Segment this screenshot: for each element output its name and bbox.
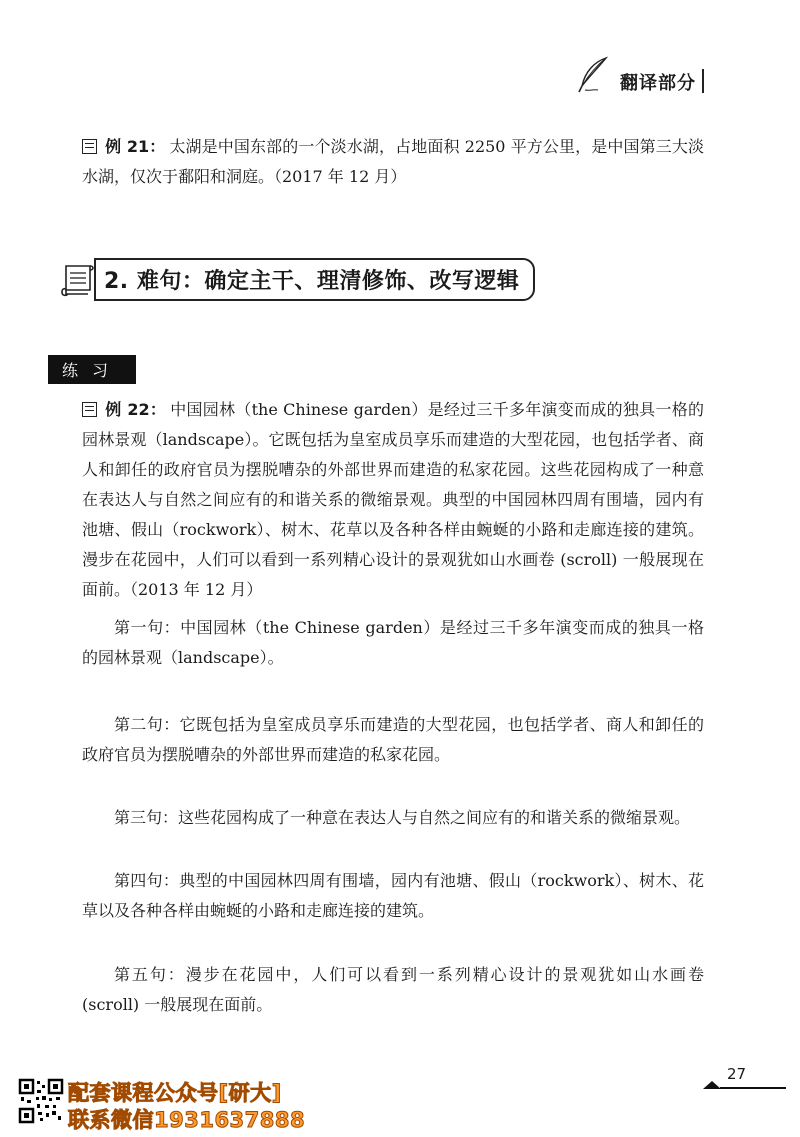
example-icon — [82, 402, 97, 417]
sentence-5: 第五句：漫步在花园中，人们可以看到一系列精心设计的景观犹如山水画卷 (scroll) 一般展现在面前。 — [82, 965, 704, 1014]
watermark-line-1: 配套课程公众号[研大] — [68, 1081, 282, 1105]
sentence-2: 第二句：它既包括为皇室成员享乐而建造的大型花园，也包括学者、商人和卸任的政府官员为摆脱嘈杂的外部世界而建造的私家花园。 — [82, 715, 704, 764]
section-heading — [58, 258, 535, 301]
scroll-icon — [58, 262, 98, 298]
section-title: 2. 难句：确定主干、理清修饰、改写逻辑 — [94, 258, 535, 301]
example-21 — [82, 132, 704, 192]
qr-code-icon — [18, 1078, 64, 1124]
example-22-text: 中国园林（the Chinese garden）是经过三千多年演变而成的独具一格的园林景观（landscape）。它既包括为皇室成员享乐而建造的大型花园，也包括学者、商人和卸任的政府官员为摆脱嘈杂的外部世界而建造的私家花园。这些花园构成了一种意在表达人与自然之间应有的和谐关系的微缩景观。典型的中国园林四周有围墙，园内有池塘、假山（rockwork）、树木、花草以及各种各样由蜿蜒的小路和走廊连接的建筑。漫步在花园中，人们可以看到一系列精心设计的景观犹如山水画卷 (scroll) 一般展现在面前。（2013 年 12 月） — [82, 400, 704, 599]
sentence-4: 第四句：典型的中国园林四周有围墙，园内有池塘、假山（rockwork）、树木、花草以及各种各样由蜿蜒的小路和走廊连接的建筑。 — [82, 871, 704, 920]
watermark-line-2: 联系微信1931637888 — [68, 1108, 306, 1132]
header-title: 翻译部分 — [620, 73, 696, 94]
example-22-label: 例 22： — [105, 400, 167, 419]
footer-arrow-icon — [703, 1081, 721, 1089]
sentence-1: 第一句：中国园林（the Chinese garden）是经过三千多年演变而成的独具一格的园林景观（landscape）。 — [82, 618, 704, 667]
example-icon — [82, 139, 97, 154]
practice-tag: 练习 — [48, 355, 136, 384]
footer-rule — [720, 1087, 786, 1089]
example-22 — [82, 395, 704, 605]
example-21-text: 太湖是中国东部的一个淡水湖，占地面积 2250 平方公里，是中国第三大淡水湖，仅次于鄱阳和洞庭。（2017 年 12 月） — [82, 137, 704, 186]
running-header — [576, 54, 704, 96]
sentence-3: 第三句：这些花园构成了一种意在表达人与自然之间应有的和谐关系的微缩景观。 — [114, 808, 691, 827]
page-number: 27 — [727, 1065, 747, 1083]
quill-icon — [576, 56, 610, 94]
example-21-label: 例 21： — [105, 137, 166, 156]
header-divider — [702, 69, 704, 93]
